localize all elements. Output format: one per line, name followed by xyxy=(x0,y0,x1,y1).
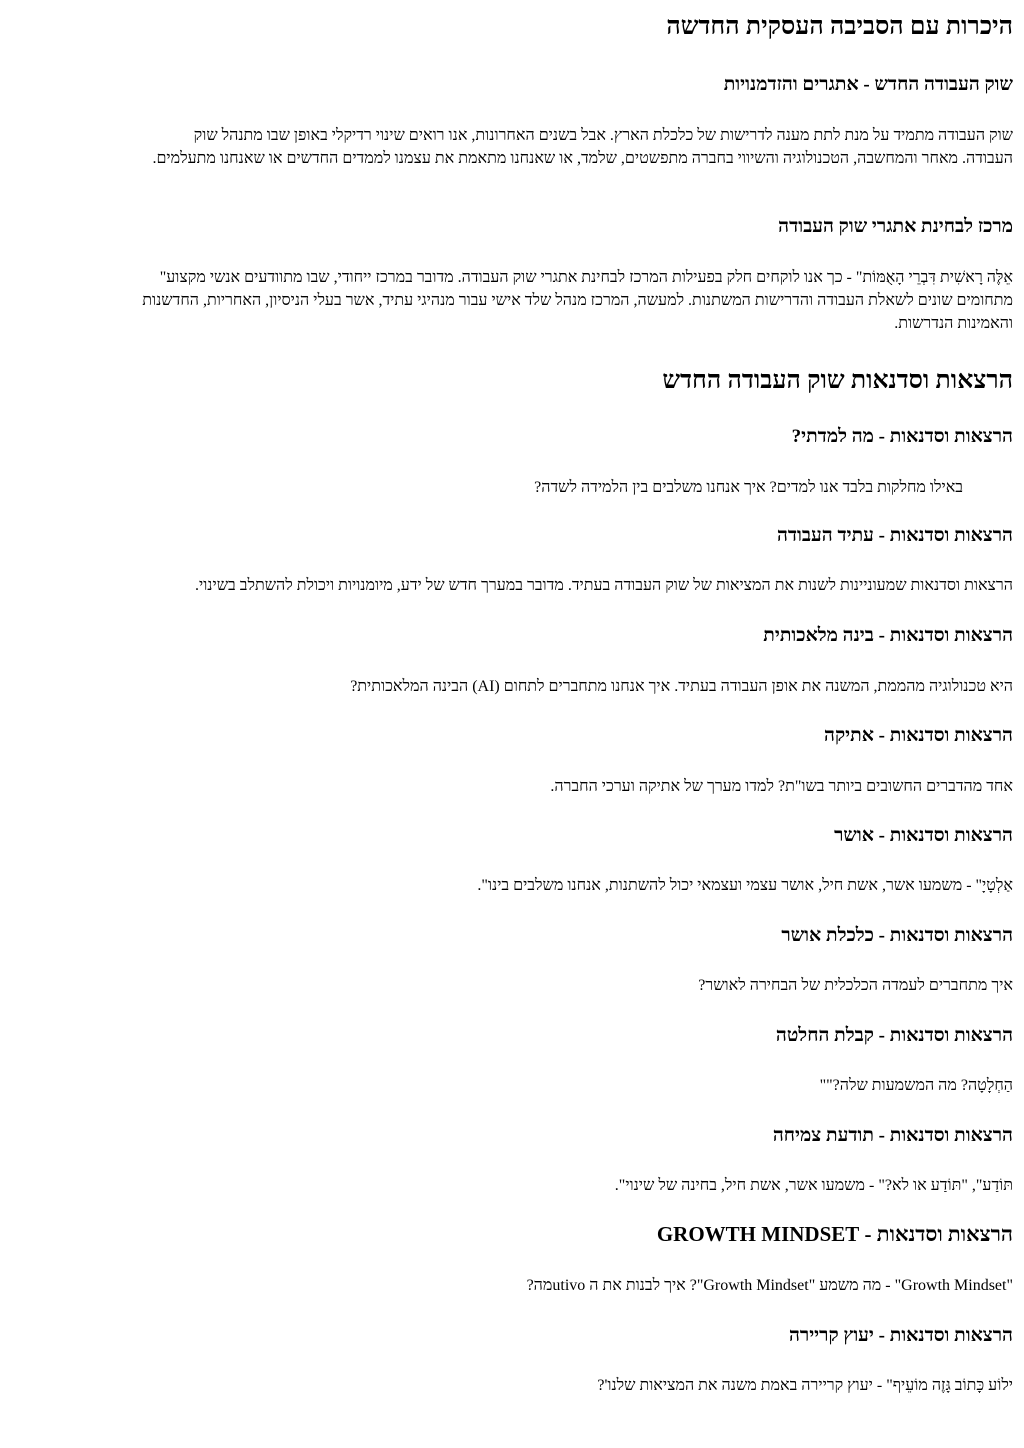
lecture-heading: הרצאות וסדנאות - GROWTH MINDSET xyxy=(656,1222,1013,1246)
lecture-heading: הרצאות וסדנאות - תודעת צמיחה xyxy=(772,1125,1013,1146)
section-body-line: שוק העבודה מתמיד על מנת לתת מענה לדרישות של כלכלת הארץ. אבל בשנים האחרונות, אנו רואים שינוי רדיקלי באופן שבו מתנהל שוק xyxy=(193,127,1013,144)
lecture-heading: הרצאות וסדנאות - אושר xyxy=(834,825,1013,846)
lecture-heading: הרצאות וסדנאות - בינה מלאכותית xyxy=(763,625,1013,646)
lecture-text: איך מתחברים לעמדה הכלכלית של הבחירה לאושר? xyxy=(698,977,1013,994)
lecture-heading: הרצאות וסדנאות - עתיד העבודה xyxy=(776,525,1013,546)
lecture-heading: הרצאות וסדנאות - אתיקה xyxy=(824,725,1013,746)
lecture-text: אַלְטָיָ" - משמעו אשר, אשת חיל, אושר עצמי ועצמאי יכול להשתנות, אנחנו משלבים בינו". xyxy=(477,877,1013,894)
lecture-text: באילו מחלקות בלבד אנו למדים? איך אנחנו משלבים בין הלמידה לשדה? xyxy=(534,479,963,496)
page-title: היכרות עם הסביבה העסקית החדשה xyxy=(666,13,1013,40)
section-body-line: והאמינות הנדרשות. xyxy=(894,315,1013,332)
lecture-text: תּוֹדַע", "תּוֹדַע או לא?" - משמעו אשר, אשת חיל, בחינה של שינוי". xyxy=(614,1177,1013,1194)
section-body-line: העבודה. מאחר והמחשבה, הטכנולוגיה והשיווי בחברה מתפשטים, שלמד, או שאנחנו מתאמת את עצמנו לממדים החדשים או שאנחנו מתעלמים. xyxy=(152,150,1013,167)
lecture-heading: הרצאות וסדנאות - מה למדתי? xyxy=(791,426,1013,447)
lecture-text: אחד מהדברים החשובים ביותר בשו"ת? למדו מערך של אתיקה וערכי החברה. xyxy=(550,778,1013,795)
section-heading-new-job-market: שוק העבודה החדש - אתגרים והזדמנויות xyxy=(723,74,1013,95)
lecture-text: הרצאות וסדנאות שמעוניינות לשנות את המציאות של שוק העבודה בעתיד. מדובר במערך חדש של ידע, מיומנויות ויכולת להשתלב בשינוי. xyxy=(195,577,1013,594)
section-body-line: מתחומים שונים לשאלת העבודה והדרישות המשתנות. למעשה, המרכז מנהל שלד אישי עבור מנהיגי עתיד, אשר בעלי הניסיון, האחריות, החדשנות xyxy=(142,292,1013,309)
section-heading-center: מרכז לבחינת אתגרי שוק העבודה xyxy=(778,216,1013,237)
main-heading-lectures: הרצאות וסדנאות שוק העבודה החדש xyxy=(662,367,1013,394)
lecture-text: "Growth Mindset" - מה משמע "Growth Mindset"? איך לבנות את ה utivoמה? xyxy=(526,1277,1013,1294)
lecture-heading: הרצאות וסדנאות - קבלת החלטה xyxy=(775,1025,1013,1046)
lecture-heading: הרצאות וסדנאות - כלכלת אושר xyxy=(781,925,1013,946)
lecture-text: היא טכנולוגיה מהממת, המשנה את אופן העבודה בעתיד. איך אנחנו מתחברים לתחום (AI) הבינה המלאכותית? xyxy=(350,678,1013,695)
lecture-text: הַחְלָטָה? מה המשמעות שלה?"" xyxy=(819,1077,1013,1094)
lecture-text: ילוֹע כָּתוֹב גָּזֶה מוֹעֵיף" - יעוץ קריירה באמת משנה את המציאות שלנו'? xyxy=(597,1377,1013,1394)
section-body-line: אֵלֶּה רָאשִׁית דִּבְרֵי הָאֻמּוֹת" - כך אנו לוקחים חלק בפעילות המרכז לבחינת אתגרי שוק העבודה. מדובר במרכז ייחודי, שבו מתוודעים אנשי מקצוע" xyxy=(159,269,1013,286)
lecture-heading: הרצאות וסדנאות - יעוץ קריירה xyxy=(788,1325,1013,1346)
